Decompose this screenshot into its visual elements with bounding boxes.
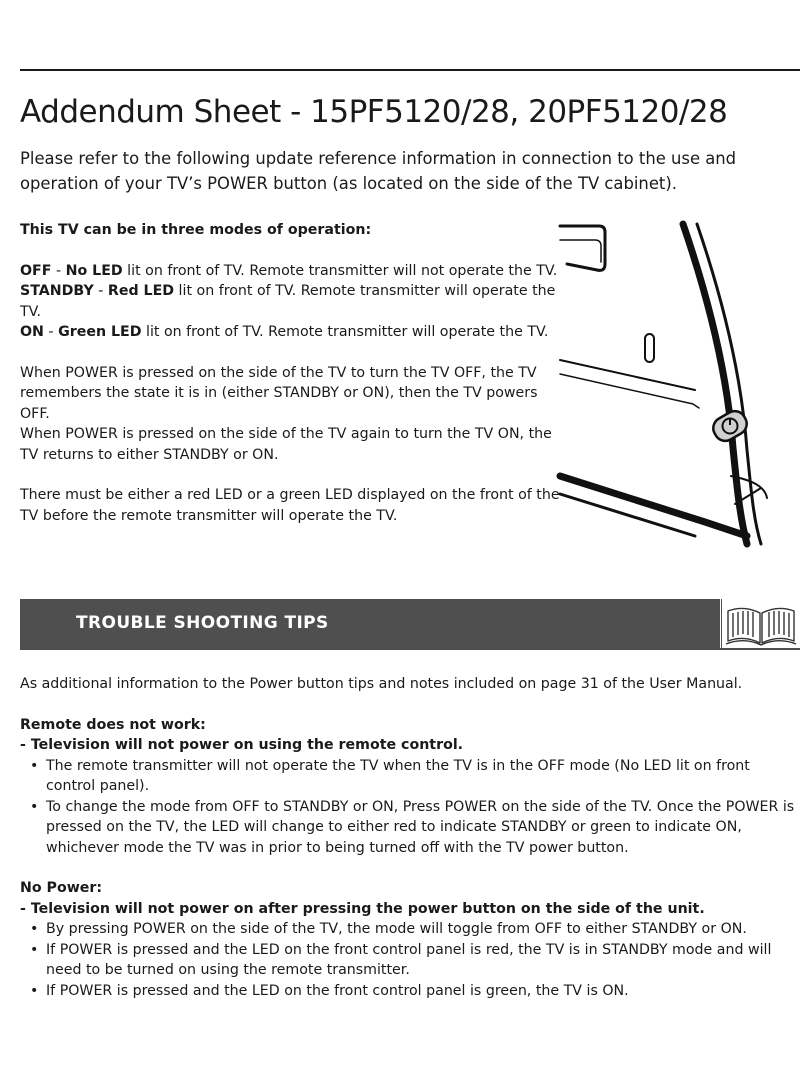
trouble-intro: As additional information to the Power button tips and notes included on page 31 of the User Manual. (20, 676, 743, 692)
list-item: • To change the mode from OFF to STANDBY or ON, Press POWER on the side of the TV. Once the POWER is pressed on the TV, the LED will change to either red to indicate STANDBY or green to indicate ON, whichever mode the TV was in prior to being turned off with the TV power button. (20, 797, 800, 859)
section-sub-remote: - Television will not power on using the remote control. (20, 737, 464, 753)
banner-underline (20, 648, 800, 650)
modes-section (20, 220, 560, 526)
list-item: • If POWER is pressed and the LED on the front control panel is green, the TV is ON. (20, 981, 800, 1002)
open-book-icon (722, 599, 800, 649)
power-off-paragraph: When POWER is pressed on the side of the TV to turn the TV OFF, the TV remembers the state it is in (either STANDBY or ON), then the TV powers OFF. (20, 364, 538, 422)
mode-standby: STANDBY - Red LED lit on front of TV. Remote transmitter will operate the TV. (20, 283, 556, 320)
led-paragraph: There must be either a red LED or a green LED displayed on the front of the TV before the remote transmitter will operate the TV. (20, 487, 560, 524)
section-sub-no-power: - Television will not power on after pressing the power button on the side of the unit. (20, 900, 705, 917)
top-rule (20, 69, 800, 71)
bullet-list-remote (20, 756, 800, 859)
tv-side-illustration (555, 218, 800, 548)
page-title: Addendum Sheet - 15PF5120/28, 20PF5120/28 (20, 94, 728, 130)
bullet-list-no-power (20, 919, 800, 1001)
intro-paragraph: Please refer to the following update reference information in connection to the use and operation of your TV’s POWER button (as located on the side of the TV cabinet). (20, 149, 737, 193)
list-item: • If POWER is pressed and the LED on the front control panel is red, the TV is in STANDBY mode and will need to be turned on using the remote transmitter. (20, 940, 800, 981)
list-item: • The remote transmitter will not operate the TV when the TV is in the OFF mode (No LED lit on front control panel). (20, 756, 800, 797)
trouble-shooting-banner (20, 599, 720, 649)
mode-on: ON - Green LED lit on front of TV. Remote transmitter will operate the TV. (20, 324, 549, 340)
banner-title: TROUBLE SHOOTING TIPS (76, 613, 329, 633)
section-heading-remote: Remote does not work: (20, 716, 206, 733)
list-item: • By pressing POWER on the side of the TV, the mode will toggle from OFF to either STANDBY or ON. (20, 919, 800, 940)
trouble-section (20, 674, 800, 1001)
banner-icon-box (721, 599, 800, 649)
section-heading-no-power: No Power: (20, 880, 103, 896)
modes-heading: This TV can be in three modes of operation: (20, 222, 372, 238)
mode-off: OFF - No LED lit on front of TV. Remote transmitter will not operate the TV. (20, 262, 558, 279)
power-on-paragraph: When POWER is pressed on the side of the TV again to turn the TV ON, the TV returns to either STANDBY or ON. (20, 426, 552, 463)
